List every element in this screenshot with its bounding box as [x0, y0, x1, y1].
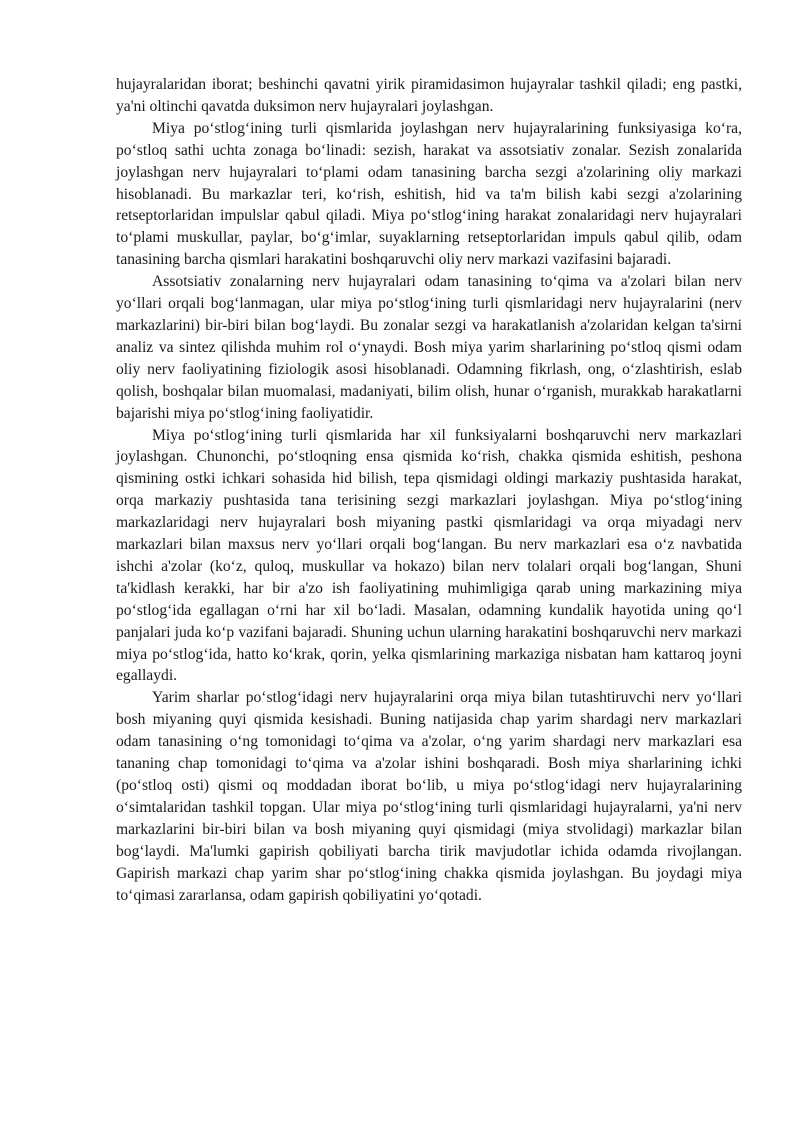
paragraph-hemispheres: Yarim sharlar po‘stlog‘idagi nerv hujayralarini orqa miya bilan tutashtiruvchi nerv yo‘llari bosh miyaning quyi qismida kesishadi. Buning natijasida chap yarim shardagi nerv markazlari odam tanasining o‘ng tomonidagi to‘qima va a'zolar, o‘ng yarim shardagi nerv markazlari esa tananing chap tomonidagi to‘qima va a'zolar ishini boshqaradi. Bosh miya sharlarining ichki (po‘stloq osti) qismi oq moddadan iborat bo‘lib, u miya po‘stlog‘idagi nerv hujayralarining o‘simtalaridan tashkil topgan. Ular miya po‘stlog‘ining turli qismlaridagi hujayralarni, ya'ni nerv markazlarini bir-biri bilan va bosh miyaning quyi qismidagi (miya stvolidagi) markazlar bilan bog‘laydi. Ma'lumki gapirish qobiliyati barcha tirik mavjudotlar ichida odamda rivojlangan. Gapirish markazi chap yarim shar po‘stlog‘ining chakka qismida joylashgan. Bu joydagi miya to‘qimasi zararlansa, odam gapirish qobiliyatini yo‘qotadi.	[116, 689, 742, 904]
document-page	[116, 74, 742, 906]
paragraph-nerve-centers: Miya po‘stlog‘ining turli qismlarida har xil funksiyalarni boshqaruvchi nerv markazlari joylashgan. Chunonchi, po‘stloqning ensa qismida ko‘rish, chakka qismida eshitish, peshona qismining ostki ichkari sohasida hid bilish, tepa qismidagi oldingi markaziy pushtasida harakat, orqa markaziy pushtasida tana terisining sezgi markazlari joylashgan. Miya po‘stlog‘ining markazlaridagi nerv hujayralari bosh miyaning pastki qismlaridagi va orqa miyadagi nerv markazlari bilan maxsus nerv yo‘llari orqali bog‘langan. Bu nerv markazlari esa o‘z navbatida ishchi a'zolar (ko‘z, quloq, muskullar va hokazo) bilan nerv tolalari orqali bog‘langan, Shuni ta'kidlash kerakki, har bir a'zo ish faoliyatining muhimligiga qarab uning markazining miya po‘stlog‘ida egallagan o‘rni har xil bo‘ladi. Masalan, odamning kundalik hayotida uning qo‘l panjalari juda ko‘p vazifani bajaradi. Shuning uchun ularning harakatini boshqaruvchi nerv markazi miya po‘stlog‘ida, hatto ko‘krak, qorin, yelka qismlarining markaziga nisbatan ham kattaroq joyni egallaydi.	[116, 426, 742, 685]
paragraph-cortex-zones: Miya po‘stlog‘ining turli qismlarida joylashgan nerv hujayralarining funksiyasiga ko‘ra, po‘stloq sathi uchta zonaga bo‘linadi: sezish, harakat va assotsiativ zonalar. Sezish zonalarida joylashgan nerv hujayralari to‘plami odam tanasining barcha sezgi a'zolarining oliy markazi hisoblanadi. Bu markazlar teri, ko‘rish, eshitish, hid va ta'm bilish kabi sezgi a'zolarining retseptorlaridan impulslar qabul qiladi. Miya po‘stlog‘ining harakat zonalaridagi nerv hujayralari to‘plami muskullar, paylar, bo‘g‘imlar, suyaklarning retseptorlaridan impuls qabul qilib, odam tanasining barcha qismlari harakatini boshqaruvchi oliy nerv markazi vazifasini bajaradi.	[116, 119, 742, 269]
paragraph-continuation: hujayralaridan iborat; beshinchi qavatni yirik piramidasimon hujayralar tashkil qiladi; eng pastki, ya'ni oltinchi qavatda duksimon nerv hujayralari joylashgan.	[116, 76, 742, 115]
paragraph-associative-zones: Assotsiativ zonalarning nerv hujayralari odam tanasining to‘qima va a'zolari bilan nerv yo‘llari orqali bog‘lanmagan, ular miya po‘stlog‘ining turli qismlaridagi nerv hujayralarini (nerv markazlarini) bir-biri bilan bog‘laydi. Bu zonalar sezgi va harakatlanish a'zolaridan kelgan ta'sirni analiz va sintez qilishda muhim rol o‘ynaydi. Bosh miya yarim sharlarining po‘stloq qismi odam oliy nerv faoliyatining fiziologik asosi hisoblanadi. Odamning fikrlash, ong, o‘zlashtirish, eslab qolish, boshqalar bilan muomalasi, madaniyati, bilim olish, hunar o‘rganish, murakkab harakatlarni bajarishi miya po‘stlog‘ining faoliyatidir.	[116, 273, 742, 422]
